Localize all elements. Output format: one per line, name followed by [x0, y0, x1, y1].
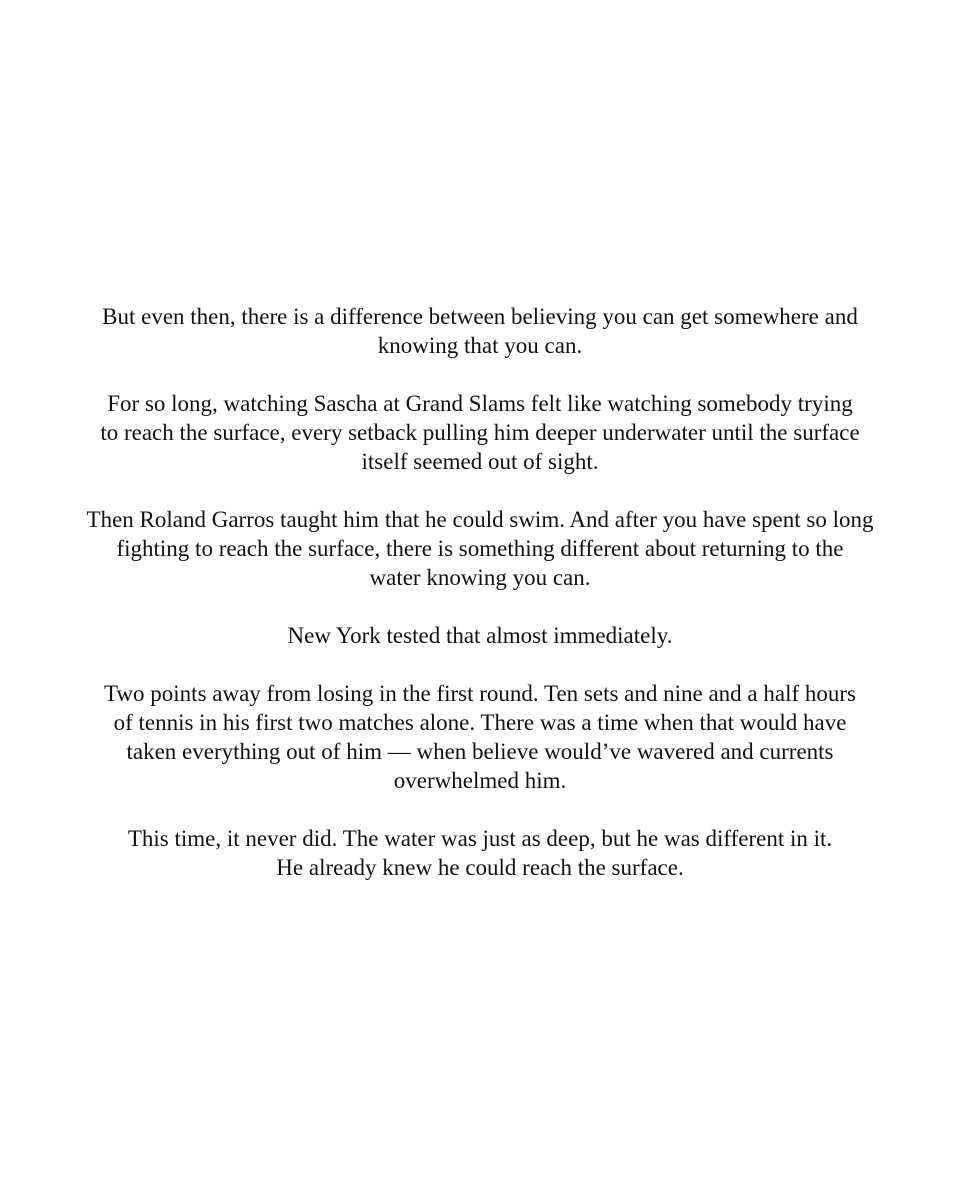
document-body: [80, 302, 880, 882]
paragraph-2: For so long, watching Sascha at Grand Slams felt like watching somebody trying to reach the surface, every setback pulling him deeper underwater until the surface itself seemed out of sight.: [100, 391, 860, 474]
paragraph-3: Then Roland Garros taught him that he could swim. And after you have spent so long fighting to reach the surface, there is something different about returning to the water knowing you can.: [86, 507, 874, 590]
paragraph-4: New York tested that almost immediately.: [287, 623, 673, 648]
paragraph-5: Two points away from losing in the first round. Ten sets and nine and a half hours of tennis in his first two matches alone. There was a time when that would have taken everything out of him — when believe would’ve wavered and currents overwhelmed him.: [103, 681, 857, 793]
paragraph-6: This time, it never did. The water was just as deep, but he was different in it. He already knew he could reach the surface.: [127, 826, 833, 880]
paragraph-1: But even then, there is a difference between believing you can get somewhere and knowing that you can.: [102, 304, 858, 358]
